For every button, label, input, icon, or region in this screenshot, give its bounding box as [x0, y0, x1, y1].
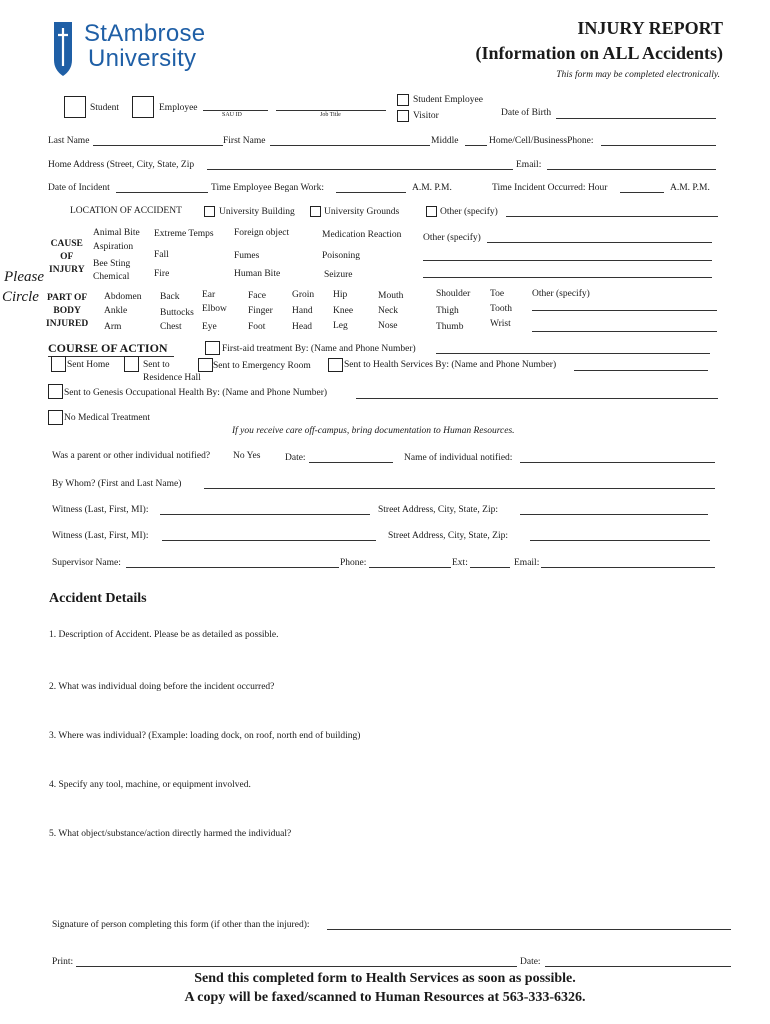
employee-checkbox[interactable] [132, 96, 154, 118]
witness2-label: Witness (Last, First, MI): [52, 531, 149, 541]
form-subtitle: (Information on ALL Accidents) [475, 43, 723, 63]
witness1-address-label: Street Address, City, State, Zip: [378, 505, 498, 515]
body-other-label: Other (specify) [532, 289, 590, 299]
student-checkbox[interactable] [64, 96, 86, 118]
by-whom-label: By Whom? (First and Last Name) [52, 479, 182, 489]
university-logo [52, 18, 212, 82]
please-circle-line2: Circle [2, 289, 39, 305]
body-option[interactable]: Eye [202, 322, 217, 332]
residence-hall-label: Residence Hall [143, 373, 201, 383]
cause-other-field-1[interactable] [487, 242, 712, 243]
grounds-checkbox[interactable] [310, 206, 321, 217]
location-other-field[interactable] [506, 216, 718, 217]
health-services-label: Sent to Health Services By: (Name and Phone Number) [344, 360, 557, 370]
cause-label-3: INJURY [49, 265, 85, 275]
body-option[interactable]: Buttocks [160, 308, 194, 318]
question-4: 4. Specify any tool, machine, or equipment involved. [49, 780, 251, 790]
location-other-label: Other (specify) [440, 207, 498, 217]
address-label: Home Address (Street, City, State, Zip [48, 160, 195, 170]
print-date-label: Date: [520, 957, 541, 967]
emergency-room-label: Sent to Emergency Room [213, 361, 311, 371]
cause-other-field-3[interactable] [423, 277, 712, 278]
supervisor-field[interactable] [126, 567, 339, 568]
supervisor-label: Supervisor Name: [52, 558, 121, 568]
cause-option[interactable]: Aspiration [93, 242, 134, 252]
body-option[interactable]: Thigh [436, 306, 459, 316]
footer-instruction: Send this completed form to Health Services as soon as possible. [194, 971, 576, 986]
body-option[interactable]: Leg [333, 321, 348, 331]
grounds-label: University Grounds [324, 207, 400, 217]
cause-option[interactable]: Bee Sting [93, 259, 131, 269]
emergency-room-checkbox[interactable] [198, 358, 213, 372]
print-date-field[interactable] [545, 966, 731, 967]
cause-option[interactable]: Chemical [93, 272, 130, 282]
no-medical-checkbox[interactable] [48, 410, 63, 425]
body-other-field-1[interactable] [532, 310, 717, 311]
body-option[interactable]: Abdomen [104, 292, 142, 302]
body-option[interactable]: Elbow [202, 304, 227, 314]
witness1-label: Witness (Last, First, MI): [52, 505, 149, 515]
visitor-label: Visitor [413, 111, 439, 121]
body-option[interactable]: Arm [104, 322, 122, 332]
no-medical-label: No Medical Treatment [64, 413, 151, 423]
first-aid-checkbox[interactable] [205, 341, 220, 355]
first-aid-field[interactable] [436, 353, 710, 354]
first-name-field[interactable] [270, 145, 430, 146]
employee-label: Employee [159, 103, 198, 113]
am-pm-began[interactable]: A.M. P.M. [412, 183, 452, 193]
time-began-label: Time Employee Began Work: [211, 183, 324, 193]
address-field[interactable] [207, 169, 513, 170]
body-label-1: PART OF [47, 293, 88, 303]
sau-id-caption: SAU ID [222, 112, 242, 118]
middle-label: Middle [431, 136, 459, 146]
question-3: 3. Where was individual? (Example: loading dock, on roof, north end of building) [49, 731, 361, 741]
sent-home-checkbox[interactable] [51, 356, 66, 372]
student-label: Student [90, 103, 120, 113]
genesis-field[interactable] [356, 398, 718, 399]
witness2-field[interactable] [162, 540, 376, 541]
cause-option[interactable]: Foreign object [234, 228, 290, 238]
phone-label: Home/Cell/BusinessPhone: [489, 136, 594, 146]
question-2: 2. What was individual doing before the incident occurred? [49, 682, 275, 692]
print-label: Print: [52, 957, 74, 967]
body-option[interactable]: Face [248, 291, 266, 301]
student-employee-label: Student Employee [413, 95, 483, 105]
cause-other-field-2[interactable] [423, 260, 712, 261]
body-option[interactable]: Head [292, 322, 313, 332]
supervisor-ext-field[interactable] [470, 567, 510, 568]
body-option[interactable]: Hip [333, 290, 348, 300]
cause-option[interactable]: Poisoning [322, 251, 361, 261]
witness1-field[interactable] [160, 514, 370, 515]
body-option[interactable]: Tooth [490, 304, 513, 314]
body-part-label [46, 292, 88, 331]
cause-option[interactable]: Fumes [234, 251, 260, 261]
body-option[interactable]: Neck [378, 306, 399, 316]
body-label-2: BODY [53, 306, 81, 316]
body-option[interactable]: Shoulder [436, 289, 471, 299]
body-option[interactable]: Ear [202, 290, 216, 300]
first-aid-label: First-aid treatment By: (Name and Phone Number) [222, 344, 416, 354]
cause-option[interactable]: Seizure [324, 270, 353, 280]
print-field[interactable] [76, 966, 517, 967]
job-title-line[interactable] [276, 110, 386, 111]
student-employee-checkbox[interactable] [397, 94, 409, 106]
building-checkbox[interactable] [204, 206, 215, 217]
location-other-checkbox[interactable] [426, 206, 437, 217]
cause-label-1: CAUSE [50, 239, 83, 249]
sau-id-line[interactable] [203, 110, 268, 111]
accident-details-title: Accident Details [49, 591, 147, 606]
footer-fax-note: A copy will be faxed/scanned to Human Resources at 563-333-6326. [184, 990, 586, 1005]
question-5: 5. What object/substance/action directly harmed the individual? [49, 829, 292, 839]
cause-option[interactable]: Human Bite [234, 269, 281, 279]
body-option[interactable]: Mouth [378, 291, 404, 301]
please-circle-line1: Please [4, 269, 44, 285]
time-occurred-label: Time Incident Occurred: Hour [492, 183, 608, 193]
body-option[interactable]: Back [160, 292, 180, 302]
supervisor-email-field[interactable] [541, 567, 715, 568]
cause-option[interactable]: Extreme Temps [154, 229, 214, 239]
genesis-label: Sent to Genesis Occupational Health By: (Name and Phone Number) [64, 388, 328, 398]
cause-option[interactable]: Fall [154, 250, 169, 260]
question-1: 1. Description of Accident. Please be as detailed as possible. [49, 630, 279, 640]
logo-text-line2: University [88, 45, 197, 72]
body-option[interactable]: Ankle [104, 306, 128, 316]
body-other-field-2[interactable] [532, 331, 717, 332]
logo-text-line1: StAmbrose [84, 20, 206, 47]
cause-label-2: OF [60, 252, 74, 262]
body-option[interactable]: Groin [292, 290, 315, 300]
notify-name-label: Name of individual notified: [404, 453, 513, 463]
no-yes-options[interactable]: No Yes [233, 451, 261, 461]
supervisor-phone-label: Phone: [340, 558, 367, 568]
email-label: Email: [516, 160, 542, 170]
witness2-address-field[interactable] [530, 540, 710, 541]
supervisor-email-label: Email: [514, 558, 540, 568]
notify-date-label: Date: [285, 453, 306, 463]
body-option[interactable]: Foot [248, 322, 266, 332]
cause-label [49, 238, 85, 277]
body-option[interactable]: Thumb [436, 322, 464, 332]
supervisor-ext-label: Ext: [452, 558, 468, 568]
date-incident-field[interactable] [116, 192, 208, 193]
email-field[interactable] [547, 169, 716, 170]
form-title: INJURY REPORT [577, 18, 723, 38]
electronic-note: This form may be completed electronically. [556, 70, 720, 80]
notify-name-field[interactable] [520, 462, 715, 463]
body-option[interactable]: Chest [160, 322, 182, 332]
cause-option[interactable]: Medication Reaction [322, 230, 402, 240]
off-campus-note: If you receive care off-campus, bring documentation to Human Resources. [232, 426, 515, 436]
first-name-label: First Name [223, 136, 266, 146]
middle-field[interactable] [465, 145, 487, 146]
location-label: LOCATION OF ACCIDENT [70, 206, 182, 216]
visitor-checkbox[interactable] [397, 110, 409, 122]
last-name-label: Last Name [48, 136, 90, 146]
cause-option[interactable]: Animal Bite [93, 228, 140, 238]
time-began-field[interactable] [336, 192, 406, 193]
genesis-checkbox[interactable] [48, 384, 63, 399]
body-option[interactable]: Finger [248, 306, 273, 316]
cause-other-label: Other (specify) [423, 233, 481, 243]
by-whom-field[interactable] [204, 488, 715, 489]
course-title: COURSE OF ACTION [48, 341, 168, 355]
body-option[interactable]: Toe [490, 289, 505, 299]
last-name-field[interactable] [93, 145, 223, 146]
am-pm-occurred[interactable]: A.M. P.M. [670, 183, 710, 193]
witness2-address-label: Street Address, City, State, Zip: [388, 531, 508, 541]
cause-option[interactable]: Fire [154, 269, 170, 279]
body-option[interactable]: Knee [333, 306, 354, 316]
cross-crest-icon [52, 20, 74, 78]
health-services-checkbox[interactable] [328, 358, 343, 372]
health-services-field[interactable] [574, 370, 708, 371]
sent-to-label: Sent to [143, 360, 170, 370]
time-occurred-field[interactable] [620, 192, 664, 193]
body-option[interactable]: Wrist [490, 319, 511, 329]
body-label-3: INJURED [46, 319, 89, 329]
body-option[interactable]: Hand [292, 306, 313, 316]
signature-label: Signature of person completing this form (if other than the injured): [52, 920, 310, 930]
signature-field[interactable] [327, 929, 731, 930]
notify-date-field[interactable] [309, 462, 393, 463]
sent-residence-checkbox[interactable] [124, 356, 139, 372]
witness1-address-field[interactable] [520, 514, 708, 515]
building-label: University Building [219, 207, 295, 217]
phone-field[interactable] [601, 145, 716, 146]
dob-label: Date of Birth [501, 108, 552, 118]
date-incident-label: Date of Incident [48, 183, 110, 193]
dob-field[interactable] [556, 118, 716, 119]
course-title-underline [48, 356, 174, 357]
body-option[interactable]: Nose [378, 321, 398, 331]
parent-notified-label: Was a parent or other individual notified? [52, 451, 211, 461]
sent-home-label: Sent Home [67, 360, 110, 370]
job-title-caption: Job Title [320, 112, 341, 118]
supervisor-phone-field[interactable] [369, 567, 451, 568]
